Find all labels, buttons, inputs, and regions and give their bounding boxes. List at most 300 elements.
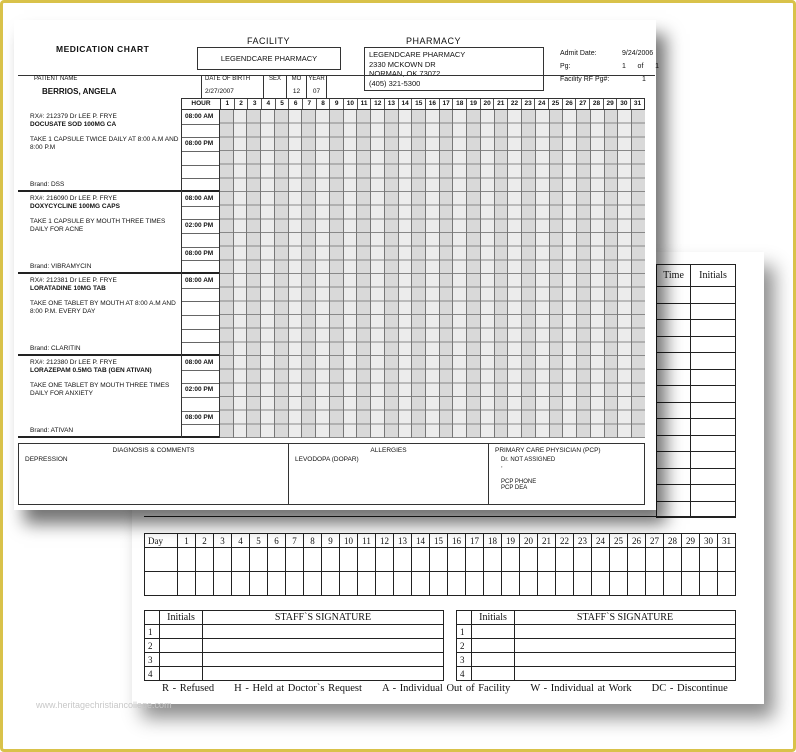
day-cell — [536, 192, 550, 274]
day-cell — [330, 274, 344, 356]
day-cell — [453, 110, 467, 192]
row-separator — [182, 233, 219, 234]
day-number: 7 — [286, 534, 304, 548]
day-header: 10 — [344, 99, 358, 109]
day-cell — [275, 192, 289, 274]
drug-name: LORAZEPAM 0.5MG TAB (GEN ATIVAN) — [30, 367, 152, 374]
day-header: 20 — [481, 99, 495, 109]
row-number: 4 — [457, 667, 472, 681]
day-cell — [577, 192, 591, 274]
hour-label: 08:00 PM — [185, 413, 214, 421]
day-cell — [577, 110, 591, 192]
hour-label: 08:00 AM — [185, 195, 214, 202]
legend — [162, 683, 748, 694]
day-header: 5 — [276, 99, 290, 109]
medication-block — [18, 356, 645, 438]
administration-grid — [181, 356, 645, 438]
day-cell — [591, 192, 605, 274]
page-value: 1 of 1 — [622, 63, 659, 70]
day-header: 8 — [317, 99, 331, 109]
administration-grid — [181, 110, 645, 192]
time-initials-table — [656, 264, 736, 518]
year-cell — [306, 75, 327, 98]
day-cell — [261, 192, 275, 274]
day-cell — [522, 356, 536, 438]
facility-name: LEGENDCARE PHARMACY — [197, 47, 341, 70]
row-separator — [182, 288, 219, 289]
day-cell — [385, 274, 399, 356]
rx-line: RX#: 216090 Dr LEE P. FRYE — [30, 195, 117, 202]
day-cell — [385, 110, 399, 192]
rx-line: RX#: 212379 Dr LEE P. FRYE — [30, 113, 117, 120]
day-number: 11 — [358, 534, 376, 548]
day-cell — [261, 274, 275, 356]
row-separator — [182, 370, 219, 371]
day-cells — [220, 192, 645, 274]
day-number: 4 — [232, 534, 250, 548]
day-cell — [412, 356, 426, 438]
patient-name-label: PATIENT NAME — [34, 76, 78, 82]
day-cell — [618, 110, 632, 192]
day-header: 27 — [576, 99, 590, 109]
day-number: 15 — [430, 534, 448, 548]
day-cell — [508, 110, 522, 192]
day-cell — [344, 110, 358, 192]
day-cell — [453, 192, 467, 274]
medication-info — [30, 113, 182, 188]
brand-name: Brand: VIBRAMYCIN — [30, 263, 92, 270]
day-number: 13 — [394, 534, 412, 548]
watermark: www.heritagechristiancollege.com — [36, 700, 172, 710]
day-label: Day — [145, 534, 178, 548]
hour-label: 08:00 AM — [185, 277, 214, 284]
day-header: 7 — [303, 99, 317, 109]
divider — [18, 75, 655, 76]
row-separator — [182, 397, 219, 398]
day-cell — [550, 192, 564, 274]
hour-label: 08:00 AM — [185, 359, 214, 366]
day-cell — [220, 192, 234, 274]
divider — [144, 516, 736, 517]
day-cell — [371, 192, 385, 274]
day-header: 28 — [590, 99, 604, 109]
day-number: 19 — [502, 534, 520, 548]
rx-line: RX#: 212381 Dr LEE P. FRYE — [30, 277, 117, 284]
day-cell — [440, 192, 454, 274]
day-number: 28 — [664, 534, 682, 548]
day-header: 29 — [604, 99, 618, 109]
brand-name: Brand: DSS — [30, 181, 65, 188]
day-number: 23 — [574, 534, 592, 548]
pharmacy-line: LEGENDCARE PHARMACY — [369, 50, 466, 59]
hour-label: 02:00 PM — [185, 386, 214, 394]
day-cell — [605, 192, 619, 274]
facility-rf-value: 1 — [642, 76, 646, 83]
day-cell — [426, 110, 440, 192]
year-value: 07 — [312, 88, 321, 95]
hour-column — [181, 192, 220, 274]
dob-label: DATE OF BIRTH — [205, 76, 251, 82]
admit-date-label: Admit Date: — [560, 50, 597, 57]
day-header: 26 — [563, 99, 577, 109]
hour-header: HOUR — [182, 99, 221, 109]
hour-label: 08:00 PM — [185, 249, 214, 257]
day-number: 26 — [628, 534, 646, 548]
day-cell — [316, 274, 330, 356]
hour-column — [181, 356, 220, 438]
medication-list — [18, 110, 645, 438]
day-cell — [591, 110, 605, 192]
sig-initials-header: Initials — [472, 611, 515, 625]
brand-name: Brand: CLARITIN — [30, 345, 81, 352]
day-number: 25 — [610, 534, 628, 548]
day-cell — [481, 110, 495, 192]
day-cell — [618, 192, 632, 274]
day-cell — [577, 274, 591, 356]
legend-item: W - Individual at Work — [530, 683, 632, 694]
day-cell — [412, 192, 426, 274]
row-separator — [182, 424, 219, 425]
allergies-label: ALLERGIES — [370, 447, 407, 454]
day-cell — [275, 274, 289, 356]
day-cell — [577, 356, 591, 438]
day-cell — [399, 192, 413, 274]
administration-grid — [181, 274, 645, 356]
day-header: 9 — [330, 99, 344, 109]
day-cell — [618, 356, 632, 438]
day-number: 6 — [268, 534, 286, 548]
page-title: MEDICATION CHART — [56, 44, 150, 54]
hour-label: 02:00 PM — [185, 222, 214, 230]
day-cell — [536, 274, 550, 356]
day-header: 31 — [633, 100, 642, 107]
day-number: 20 — [520, 534, 538, 548]
time-row — [657, 419, 736, 436]
day-cell — [440, 274, 454, 356]
legend-item: R - Refused — [162, 683, 215, 694]
signature-section — [144, 610, 736, 680]
pharmacy-line: (405) 321-5300 — [369, 78, 421, 88]
signature-row — [457, 653, 736, 667]
day-number: 9 — [322, 534, 340, 548]
dob-cell — [201, 75, 263, 98]
signature-table-left — [144, 610, 444, 681]
day-cell — [412, 274, 426, 356]
day-cell — [385, 192, 399, 274]
signature-row — [145, 653, 444, 667]
hour-column — [181, 110, 220, 192]
pharmacy-line: NORMAN, OK 73072 — [369, 69, 441, 78]
row-separator — [182, 165, 219, 166]
day-cell — [220, 110, 234, 192]
day-cell — [481, 192, 495, 274]
day-cell — [495, 110, 509, 192]
day-number: 18 — [484, 534, 502, 548]
pcp-dea: PCP DEA — [501, 485, 528, 491]
day-cell — [426, 356, 440, 438]
row-separator — [182, 411, 219, 412]
day-cell — [261, 110, 275, 192]
day-number: 30 — [700, 534, 718, 548]
day-cell — [426, 274, 440, 356]
admit-info — [560, 47, 659, 86]
day-header: 12 — [371, 99, 385, 109]
allergies-section — [289, 444, 489, 504]
day-cell — [522, 110, 536, 192]
row-number: 4 — [145, 667, 160, 681]
day-cell — [399, 274, 413, 356]
sig-signature-header: STAFF`S SIGNATURE — [203, 611, 444, 625]
day-cell — [481, 356, 495, 438]
day-number: 16 — [448, 534, 466, 548]
day-cell — [371, 356, 385, 438]
row-separator — [182, 124, 219, 125]
day-grid-header — [181, 98, 645, 110]
drug-name: DOCUSATE SOD 100MG CA — [30, 121, 117, 128]
day-header: 16 — [426, 99, 440, 109]
medication-info — [30, 195, 182, 270]
time-row — [657, 287, 736, 304]
day-cell — [399, 110, 413, 192]
day-cell — [536, 110, 550, 192]
day-header: 24 — [535, 99, 549, 109]
day-header: 17 — [440, 99, 454, 109]
day-header: 30 — [617, 99, 631, 109]
row-number: 1 — [457, 625, 472, 639]
pcp-label: PRIMARY CARE PHYSICIAN (PCP) — [495, 447, 601, 454]
day-cell — [591, 356, 605, 438]
time-row — [657, 485, 736, 502]
day-cell — [632, 356, 645, 438]
day-cell — [234, 192, 248, 274]
day-cell — [605, 274, 619, 356]
day-cell — [316, 192, 330, 274]
row-separator — [182, 219, 219, 220]
medication-block — [18, 274, 645, 356]
day-cell — [453, 274, 467, 356]
day-header: 13 — [385, 99, 399, 109]
day-header: 15 — [412, 99, 426, 109]
row-separator — [182, 260, 219, 261]
day-cell — [632, 274, 645, 356]
sig-initials-header: Initials — [160, 611, 203, 625]
day-cell — [399, 356, 413, 438]
day-cell — [247, 192, 261, 274]
signature-row — [457, 639, 736, 653]
pharmacy-line: 2330 MCKOWN DR — [369, 59, 436, 69]
signature-row — [145, 639, 444, 653]
day-cell — [371, 274, 385, 356]
directions: TAKE 1 CAPSULE BY MOUTH THREE TIMES DAILY FOR ACNE — [30, 218, 166, 233]
time-row — [657, 353, 736, 370]
time-row — [657, 468, 736, 485]
day-cell — [357, 356, 371, 438]
row-number: 2 — [457, 639, 472, 653]
day-cell — [330, 110, 344, 192]
day-cell — [344, 274, 358, 356]
day-cell — [302, 274, 316, 356]
row-separator — [182, 315, 219, 316]
day-table — [144, 533, 736, 596]
day-cell — [412, 110, 426, 192]
day-cell — [605, 356, 619, 438]
time-row — [657, 369, 736, 386]
day-number: 10 — [340, 534, 358, 548]
admit-date-value: 9/24/2006 — [622, 50, 654, 57]
row-separator — [182, 206, 219, 207]
time-row — [657, 452, 736, 469]
day-cell — [289, 110, 303, 192]
day-cell — [247, 274, 261, 356]
administration-grid — [181, 192, 645, 274]
medication-block — [18, 192, 645, 274]
day-cell — [522, 192, 536, 274]
day-cell — [618, 274, 632, 356]
day-number: 5 — [250, 534, 268, 548]
signature-row — [145, 667, 444, 681]
day-cell — [234, 110, 248, 192]
day-header: 11 — [358, 99, 372, 109]
day-cell — [563, 110, 577, 192]
day-cell — [234, 274, 248, 356]
day-header: 21 — [494, 99, 508, 109]
row-number: 1 — [145, 625, 160, 639]
day-number: 21 — [538, 534, 556, 548]
time-row — [657, 303, 736, 320]
notes-section — [18, 443, 645, 505]
day-cell — [275, 356, 289, 438]
pcp-phone: PCP PHONE — [501, 479, 537, 485]
day-cell — [632, 110, 645, 192]
day-number: 2 — [196, 534, 214, 548]
drug-name: DOXYCYCLINE 100MG CAPS — [30, 203, 120, 210]
rx-line: RX#: 212380 Dr LEE P. FRYE — [30, 359, 117, 366]
day-number: 24 — [592, 534, 610, 548]
year-label: YEAR — [308, 76, 325, 82]
day-cell — [302, 356, 316, 438]
pcp-comma: , — [501, 463, 503, 469]
day-header: 14 — [399, 99, 413, 109]
day-header: 6 — [289, 99, 303, 109]
patient-name: BERRIOS, ANGELA — [42, 87, 117, 96]
day-cell — [220, 356, 234, 438]
day-number: 17 — [466, 534, 484, 548]
diagnosis-label: DIAGNOSIS & COMMENTS — [112, 447, 195, 454]
day-number: 27 — [646, 534, 664, 548]
hour-label: 08:00 PM — [185, 140, 214, 148]
day-cell — [426, 192, 440, 274]
row-separator — [182, 383, 219, 384]
row-separator — [182, 247, 219, 248]
row-separator — [182, 178, 219, 179]
day-cell — [495, 356, 509, 438]
sig-signature-header: STAFF`S SIGNATURE — [515, 611, 736, 625]
day-cell — [508, 192, 522, 274]
signature-table-right — [456, 610, 736, 681]
day-cell — [289, 274, 303, 356]
legend-item: DC - Discontinue — [651, 683, 728, 694]
hour-column — [181, 274, 220, 356]
time-row — [657, 402, 736, 419]
day-number: 22 — [556, 534, 574, 548]
pcp-section — [489, 444, 644, 504]
day-cell — [316, 356, 330, 438]
day-cells — [220, 274, 645, 356]
row-separator — [182, 137, 219, 138]
day-cell — [508, 356, 522, 438]
day-cell — [467, 274, 481, 356]
day-cell — [605, 110, 619, 192]
day-cell — [453, 356, 467, 438]
day-number: 3 — [214, 534, 232, 548]
day-cell — [344, 192, 358, 274]
time-row — [657, 336, 736, 353]
time-header: Time — [657, 265, 691, 287]
medication-chart-sheet — [14, 20, 659, 510]
legend-item: A - Individual Out of Facility — [381, 683, 511, 694]
day-cell — [357, 192, 371, 274]
day-cell — [481, 274, 495, 356]
row-number: 3 — [145, 653, 160, 667]
day-number: 14 — [412, 534, 430, 548]
medication-info — [30, 359, 182, 434]
facility-label: FACILITY — [247, 36, 291, 46]
time-row — [657, 386, 736, 403]
month-value: 12 — [292, 88, 301, 95]
day-number: 1 — [178, 534, 196, 548]
day-cell — [563, 274, 577, 356]
directions: TAKE ONE TABLET BY MOUTH THREE TIMES DAILY FOR ANXIETY — [30, 382, 170, 397]
day-cell — [316, 110, 330, 192]
page-label: Pg: — [560, 63, 571, 70]
row-separator — [182, 151, 219, 152]
day-header: 1 — [221, 99, 235, 109]
diagnosis-value: DEPRESSION — [25, 456, 68, 463]
row-separator — [182, 342, 219, 343]
day-cell — [357, 110, 371, 192]
day-number: 8 — [304, 534, 322, 548]
day-cell — [467, 356, 481, 438]
day-cell — [440, 110, 454, 192]
day-cell — [591, 274, 605, 356]
directions: TAKE 1 CAPSULE TWICE DAILY AT 8:00 A.M AND 8:00 P.M — [30, 136, 179, 151]
day-number: 12 — [376, 534, 394, 548]
day-cell — [495, 274, 509, 356]
day-header: 3 — [248, 99, 262, 109]
day-header: 23 — [522, 99, 536, 109]
day-cell — [563, 192, 577, 274]
day-header: 22 — [508, 99, 522, 109]
dob-value: 2/27/2007 — [205, 88, 234, 95]
time-row — [657, 320, 736, 337]
day-cell — [261, 356, 275, 438]
day-cell — [440, 356, 454, 438]
time-row — [657, 435, 736, 452]
day-cell — [357, 274, 371, 356]
day-cell — [467, 110, 481, 192]
row-number: 2 — [145, 639, 160, 653]
day-header: 18 — [453, 99, 467, 109]
hour-label: 08:00 AM — [185, 113, 214, 120]
day-cell — [302, 110, 316, 192]
facility-rf-label: Facility RF Pg#: — [560, 76, 610, 83]
medication-info — [30, 277, 182, 352]
row-separator — [182, 329, 219, 330]
day-cell — [550, 356, 564, 438]
pcp-doctor: Dr. NOT ASSIGNED — [501, 457, 556, 463]
day-cell — [289, 192, 303, 274]
legend-item: H - Held at Doctor`s Request — [234, 683, 362, 694]
